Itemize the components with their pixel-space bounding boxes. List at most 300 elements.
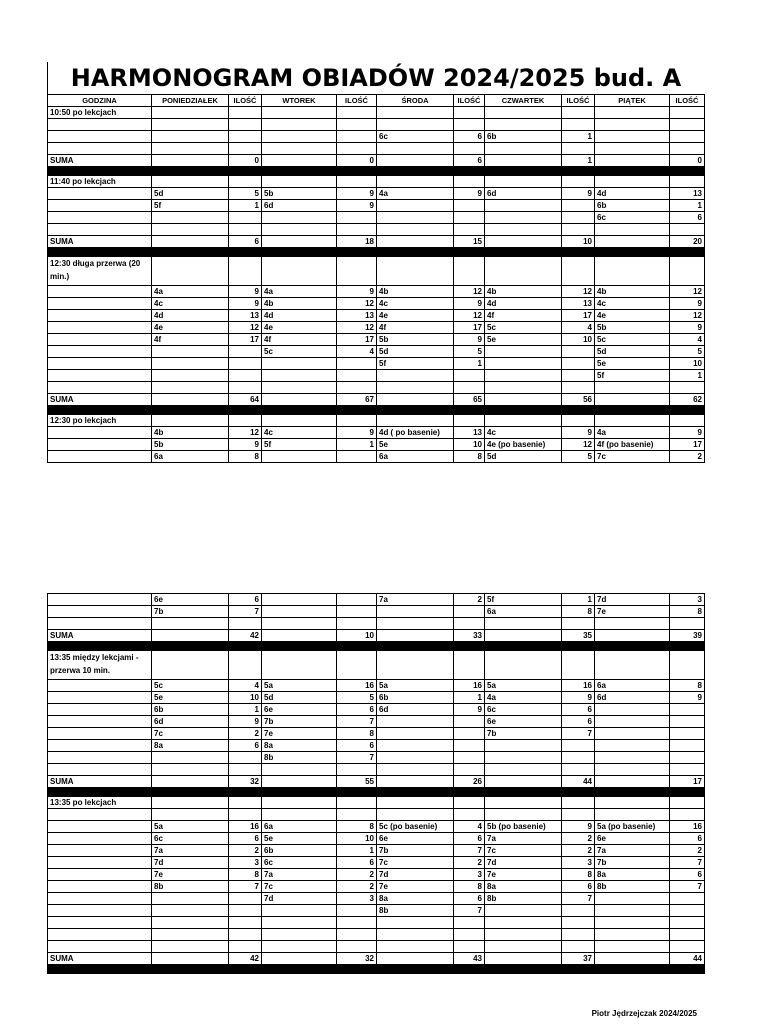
quantity-cell: 16 — [670, 821, 705, 833]
class-cell: 4c — [595, 298, 670, 310]
class-cell: 6c — [262, 857, 337, 869]
quantity-cell: 2 — [337, 881, 377, 893]
class-cell: 5e — [595, 358, 670, 370]
quantity-cell — [337, 143, 377, 155]
sum-value: 39 — [670, 630, 705, 642]
quantity-cell — [337, 257, 377, 286]
quantity-cell — [454, 728, 485, 740]
class-cell: 5c (po basenie) — [377, 821, 454, 833]
class-cell — [262, 131, 337, 143]
quantity-cell: 9 — [337, 188, 377, 200]
table-row — [48, 427, 705, 439]
class-cell — [377, 716, 454, 728]
quantity-cell: 12 — [229, 427, 262, 439]
quantity-cell — [337, 618, 377, 630]
class-cell — [595, 382, 670, 394]
class-cell: 6c — [152, 833, 229, 845]
class-cell — [595, 764, 670, 776]
class-cell — [262, 953, 337, 965]
quantity-cell: 3 — [337, 893, 377, 905]
class-cell: 4b — [595, 286, 670, 298]
quantity-cell — [670, 107, 705, 119]
quantity-cell — [670, 176, 705, 188]
class-cell: 5d — [485, 451, 562, 463]
class-cell — [152, 358, 229, 370]
class-cell — [595, 809, 670, 821]
table-row — [48, 716, 705, 728]
quantity-cell — [670, 797, 705, 809]
class-cell — [595, 131, 670, 143]
column-header: ILOŚĆ — [229, 95, 262, 107]
class-cell — [485, 764, 562, 776]
class-cell — [262, 143, 337, 155]
sum-value: 1 — [562, 155, 595, 167]
quantity-cell — [454, 716, 485, 728]
quantity-cell — [562, 176, 595, 188]
class-cell: 7d — [262, 893, 337, 905]
quantity-cell: 6 — [454, 833, 485, 845]
quantity-cell: 9 — [337, 200, 377, 212]
class-cell — [377, 382, 454, 394]
time-slot-label — [48, 821, 152, 833]
time-slot-label — [48, 382, 152, 394]
quantity-cell: 6 — [229, 594, 262, 606]
table-row — [48, 821, 705, 833]
quantity-cell — [454, 257, 485, 286]
class-cell — [377, 929, 454, 941]
class-cell — [262, 394, 337, 406]
class-cell — [262, 651, 337, 680]
quantity-cell: 16 — [337, 680, 377, 692]
class-cell: 6e — [485, 716, 562, 728]
quantity-cell — [670, 119, 705, 131]
separator-bar — [48, 248, 705, 257]
class-cell: 8b — [595, 881, 670, 893]
time-slot-label — [48, 224, 152, 236]
class-cell — [595, 618, 670, 630]
class-cell: 7b — [152, 606, 229, 618]
quantity-cell — [229, 415, 262, 427]
class-cell — [152, 346, 229, 358]
quantity-cell — [229, 346, 262, 358]
quantity-cell: 12 — [670, 310, 705, 322]
schedule-table-page-1 — [47, 94, 705, 463]
quantity-cell: 5 — [562, 451, 595, 463]
quantity-cell: 12 — [454, 310, 485, 322]
class-cell: 4d — [485, 298, 562, 310]
table-row — [48, 382, 705, 394]
quantity-cell: 7 — [229, 606, 262, 618]
sum-value: 32 — [337, 953, 377, 965]
table-row — [48, 131, 705, 143]
class-cell — [485, 941, 562, 953]
quantity-cell: 12 — [454, 286, 485, 298]
column-header: PONIEDZIAŁEK — [152, 95, 229, 107]
class-cell: 7b — [262, 716, 337, 728]
class-cell: 6d — [377, 704, 454, 716]
class-cell — [377, 155, 454, 167]
class-cell — [377, 941, 454, 953]
class-cell — [595, 176, 670, 188]
table-row — [48, 929, 705, 941]
class-cell — [152, 382, 229, 394]
quantity-cell: 5 — [229, 188, 262, 200]
table-row — [48, 869, 705, 881]
class-cell: 4b — [377, 286, 454, 298]
quantity-cell: 12 — [562, 439, 595, 451]
class-cell — [595, 236, 670, 248]
class-cell — [485, 224, 562, 236]
class-cell: 5b (po basenie) — [485, 821, 562, 833]
quantity-cell: 1 — [454, 692, 485, 704]
class-cell: 7a — [595, 845, 670, 857]
class-cell — [377, 212, 454, 224]
class-cell: 6a — [262, 821, 337, 833]
quantity-cell: 16 — [229, 821, 262, 833]
class-cell: 5f — [485, 594, 562, 606]
quantity-cell — [670, 131, 705, 143]
quantity-cell: 16 — [562, 680, 595, 692]
class-cell — [262, 905, 337, 917]
table-row — [48, 594, 705, 606]
quantity-cell — [670, 752, 705, 764]
quantity-cell: 12 — [670, 286, 705, 298]
class-cell — [262, 176, 337, 188]
class-cell: 7b — [377, 845, 454, 857]
class-cell — [152, 776, 229, 788]
class-cell — [485, 415, 562, 427]
quantity-cell: 12 — [562, 286, 595, 298]
quantity-cell — [229, 370, 262, 382]
class-cell: 5b — [152, 439, 229, 451]
time-slot-label — [48, 809, 152, 821]
quantity-cell — [337, 905, 377, 917]
sum-value: 20 — [670, 236, 705, 248]
quantity-cell: 9 — [562, 692, 595, 704]
time-slot-label — [48, 346, 152, 358]
class-cell — [262, 257, 337, 286]
table-row — [48, 298, 705, 310]
column-header: ILOŚĆ — [670, 95, 705, 107]
class-cell — [595, 630, 670, 642]
table-row — [48, 439, 705, 451]
quantity-cell — [229, 905, 262, 917]
quantity-cell — [670, 740, 705, 752]
table-row — [48, 358, 705, 370]
class-cell: 4f — [262, 334, 337, 346]
time-slot-label: 11:40 po lekcjach — [48, 176, 152, 188]
separator-row — [48, 406, 705, 415]
quantity-cell — [562, 119, 595, 131]
time-slot-label — [48, 845, 152, 857]
quantity-cell — [229, 131, 262, 143]
time-slot-label — [48, 692, 152, 704]
sum-label: SUMA — [48, 236, 152, 248]
time-slot-label — [48, 358, 152, 370]
time-slot-label — [48, 427, 152, 439]
class-cell: 4c — [262, 427, 337, 439]
quantity-cell — [670, 764, 705, 776]
time-slot-label — [48, 716, 152, 728]
quantity-cell — [454, 415, 485, 427]
class-cell: 6a — [152, 451, 229, 463]
quantity-cell: 1 — [229, 200, 262, 212]
class-cell — [262, 236, 337, 248]
class-cell — [152, 905, 229, 917]
quantity-cell: 4 — [670, 334, 705, 346]
quantity-cell: 9 — [454, 298, 485, 310]
sum-value: 65 — [454, 394, 485, 406]
quantity-cell: 2 — [229, 845, 262, 857]
class-cell: 7a — [262, 869, 337, 881]
quantity-cell — [337, 929, 377, 941]
class-cell — [262, 415, 337, 427]
quantity-cell: 9 — [670, 322, 705, 334]
quantity-cell — [562, 415, 595, 427]
quantity-cell: 1 — [454, 358, 485, 370]
class-cell — [485, 119, 562, 131]
class-cell — [485, 752, 562, 764]
class-cell — [377, 394, 454, 406]
quantity-cell — [454, 606, 485, 618]
quantity-cell: 17 — [454, 322, 485, 334]
class-cell: 7e — [377, 881, 454, 893]
quantity-cell: 7 — [670, 881, 705, 893]
author-footer: Piotr Jędrzejczak 2024/2025 — [591, 1009, 697, 1018]
class-cell: 4c — [485, 427, 562, 439]
column-header: ILOŚĆ — [454, 95, 485, 107]
class-cell — [485, 809, 562, 821]
class-cell: 6c — [377, 131, 454, 143]
class-cell — [377, 630, 454, 642]
quantity-cell — [337, 358, 377, 370]
class-cell: 7c — [595, 451, 670, 463]
column-header: GODZINA — [48, 95, 152, 107]
class-cell: 4e — [262, 322, 337, 334]
quantity-cell — [229, 618, 262, 630]
quantity-cell: 4 — [562, 322, 595, 334]
quantity-cell: 1 — [562, 594, 595, 606]
quantity-cell — [454, 370, 485, 382]
quantity-cell — [562, 212, 595, 224]
class-cell: 6a — [377, 451, 454, 463]
class-cell: 5f — [152, 200, 229, 212]
sum-value: 56 — [562, 394, 595, 406]
column-header: CZWARTEK — [485, 95, 562, 107]
quantity-cell — [562, 107, 595, 119]
class-cell — [595, 797, 670, 809]
class-cell — [262, 941, 337, 953]
time-slot-label — [48, 370, 152, 382]
quantity-cell: 2 — [337, 869, 377, 881]
class-cell — [485, 953, 562, 965]
quantity-cell — [670, 716, 705, 728]
class-cell — [262, 451, 337, 463]
quantity-cell — [670, 415, 705, 427]
class-cell: 5f — [595, 370, 670, 382]
class-cell: 4a — [485, 692, 562, 704]
class-cell: 6c — [595, 212, 670, 224]
quantity-cell — [454, 212, 485, 224]
class-cell — [595, 394, 670, 406]
class-cell — [377, 917, 454, 929]
class-cell — [595, 893, 670, 905]
quantity-cell — [562, 346, 595, 358]
time-slot-label — [48, 764, 152, 776]
class-cell: 4f — [377, 322, 454, 334]
class-cell: 4f (po basenie) — [595, 439, 670, 451]
table-row — [48, 119, 705, 131]
time-slot-label: 12:30 długa przerwa (20 min.) — [48, 257, 152, 286]
quantity-cell: 6 — [229, 740, 262, 752]
quantity-cell: 13 — [454, 427, 485, 439]
class-cell: 5b — [377, 334, 454, 346]
class-cell — [485, 394, 562, 406]
separator-row — [48, 248, 705, 257]
class-cell: 5f — [262, 439, 337, 451]
sum-value: 6 — [454, 155, 485, 167]
class-cell — [485, 740, 562, 752]
table-row — [48, 188, 705, 200]
time-slot-label — [48, 704, 152, 716]
class-cell — [377, 728, 454, 740]
time-slot-row — [48, 257, 705, 286]
time-slot-row — [48, 415, 705, 427]
column-header: ŚRODA — [377, 95, 454, 107]
quantity-cell — [454, 107, 485, 119]
quantity-cell — [337, 451, 377, 463]
class-cell: 4c — [152, 298, 229, 310]
class-cell: 7c — [485, 845, 562, 857]
class-cell — [262, 358, 337, 370]
sum-value: 0 — [229, 155, 262, 167]
sum-value: 64 — [229, 394, 262, 406]
quantity-cell — [229, 917, 262, 929]
quantity-cell — [454, 929, 485, 941]
class-cell: 7a — [152, 845, 229, 857]
quantity-cell — [229, 797, 262, 809]
quantity-cell — [229, 929, 262, 941]
time-slot-row — [48, 107, 705, 119]
class-cell — [377, 224, 454, 236]
class-cell — [377, 618, 454, 630]
quantity-cell: 3 — [229, 857, 262, 869]
table-row — [48, 370, 705, 382]
time-slot-label: 13:35 między lekcjami - przerwa 10 min. — [48, 651, 152, 680]
class-cell: 5a (po basenie) — [595, 821, 670, 833]
class-cell — [377, 752, 454, 764]
class-cell — [377, 797, 454, 809]
time-slot-label — [48, 188, 152, 200]
class-cell — [152, 630, 229, 642]
quantity-cell — [454, 176, 485, 188]
class-cell: 8b — [485, 893, 562, 905]
class-cell: 5a — [485, 680, 562, 692]
quantity-cell: 4 — [454, 821, 485, 833]
class-cell — [152, 212, 229, 224]
table-row — [48, 728, 705, 740]
class-cell — [152, 929, 229, 941]
quantity-cell: 2 — [229, 728, 262, 740]
class-cell: 7d — [152, 857, 229, 869]
class-cell — [262, 594, 337, 606]
quantity-cell: 17 — [562, 310, 595, 322]
sum-value: 26 — [454, 776, 485, 788]
separator-bar — [48, 406, 705, 415]
sum-row — [48, 953, 705, 965]
quantity-cell — [562, 651, 595, 680]
class-cell — [485, 370, 562, 382]
class-cell: 5e — [262, 833, 337, 845]
time-slot-label — [48, 119, 152, 131]
quantity-cell — [562, 143, 595, 155]
class-cell — [262, 809, 337, 821]
class-cell: 4e — [377, 310, 454, 322]
class-cell — [377, 236, 454, 248]
class-cell — [485, 905, 562, 917]
time-slot-label — [48, 752, 152, 764]
quantity-cell: 9 — [454, 188, 485, 200]
quantity-cell: 8 — [337, 821, 377, 833]
time-slot-label — [48, 929, 152, 941]
quantity-cell: 9 — [670, 692, 705, 704]
class-cell: 5c — [262, 346, 337, 358]
table-row — [48, 200, 705, 212]
quantity-cell: 8 — [454, 451, 485, 463]
quantity-cell: 6 — [454, 893, 485, 905]
class-cell: 8a — [595, 869, 670, 881]
time-slot-label — [48, 917, 152, 929]
class-cell: 6e — [262, 704, 337, 716]
time-slot-row — [48, 797, 705, 809]
sum-label: SUMA — [48, 776, 152, 788]
class-cell — [152, 752, 229, 764]
sum-value: 10 — [337, 630, 377, 642]
time-slot-label — [48, 905, 152, 917]
class-cell: 5d — [152, 188, 229, 200]
quantity-cell: 2 — [562, 833, 595, 845]
class-cell — [152, 236, 229, 248]
class-cell — [152, 651, 229, 680]
class-cell — [377, 776, 454, 788]
quantity-cell — [337, 119, 377, 131]
class-cell — [377, 200, 454, 212]
table-row — [48, 334, 705, 346]
quantity-cell — [562, 764, 595, 776]
time-slot-label — [48, 143, 152, 155]
quantity-cell — [670, 941, 705, 953]
quantity-cell: 1 — [670, 200, 705, 212]
sum-value: 67 — [337, 394, 377, 406]
quantity-cell — [229, 382, 262, 394]
sum-row — [48, 236, 705, 248]
sum-value: 15 — [454, 236, 485, 248]
time-slot-label — [48, 740, 152, 752]
class-cell: 7d — [377, 869, 454, 881]
sum-value: 43 — [454, 953, 485, 965]
quantity-cell: 4 — [337, 346, 377, 358]
class-cell — [485, 212, 562, 224]
table-row — [48, 941, 705, 953]
quantity-cell — [454, 382, 485, 394]
class-cell: 6c — [485, 704, 562, 716]
class-cell: 6d — [595, 692, 670, 704]
class-cell: 6d — [262, 200, 337, 212]
class-cell: 4b — [485, 286, 562, 298]
class-cell: 6b — [485, 131, 562, 143]
quantity-cell — [337, 809, 377, 821]
class-cell — [485, 200, 562, 212]
